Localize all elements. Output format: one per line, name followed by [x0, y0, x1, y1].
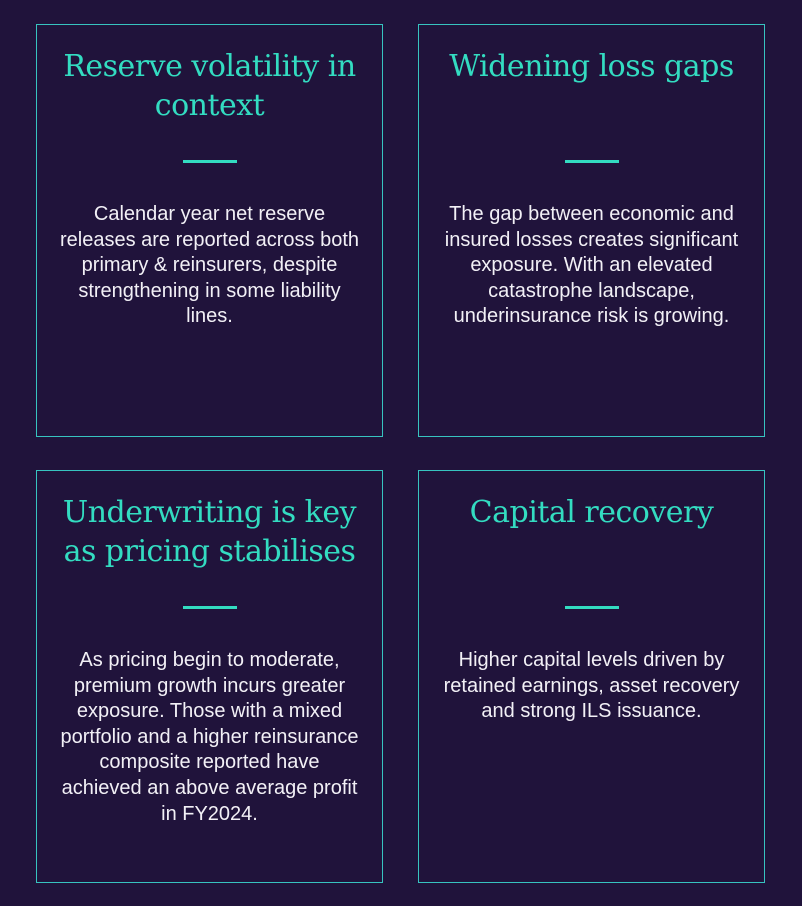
card-body: Higher capital levels driven by retained earnings, asset recovery and strong ILS issuance.	[443, 649, 740, 723]
card-body: Calendar year net reserve releases are reported across both primary & reinsurers, despite strengthening in some liability lines.	[59, 203, 360, 328]
card-title: Capital recovery	[469, 495, 714, 530]
card-title: Reserve volatility in context	[63, 49, 356, 123]
card-capital-recovery	[418, 470, 765, 883]
card-underwriting-pricing	[36, 470, 383, 883]
card-divider	[183, 160, 237, 163]
card-title: Widening loss gaps	[449, 49, 734, 84]
card-divider	[565, 606, 619, 609]
card-body: The gap between economic and insured losses creates significant exposure. With an elevated catastrophe landscape, underinsurance risk is growing.	[444, 203, 739, 328]
card-body: As pricing begin to moderate, premium growth incurs greater exposure. Those with a mixed portfolio and a higher reinsurance composite reported have achieved an above average profit in FY2024.	[60, 649, 359, 825]
card-divider	[565, 160, 619, 163]
card-widening-loss-gaps	[418, 24, 765, 437]
card-title: Underwriting is key as pricing stabilises	[62, 495, 357, 569]
card-divider	[183, 606, 237, 609]
card-reserve-volatility	[36, 24, 383, 437]
